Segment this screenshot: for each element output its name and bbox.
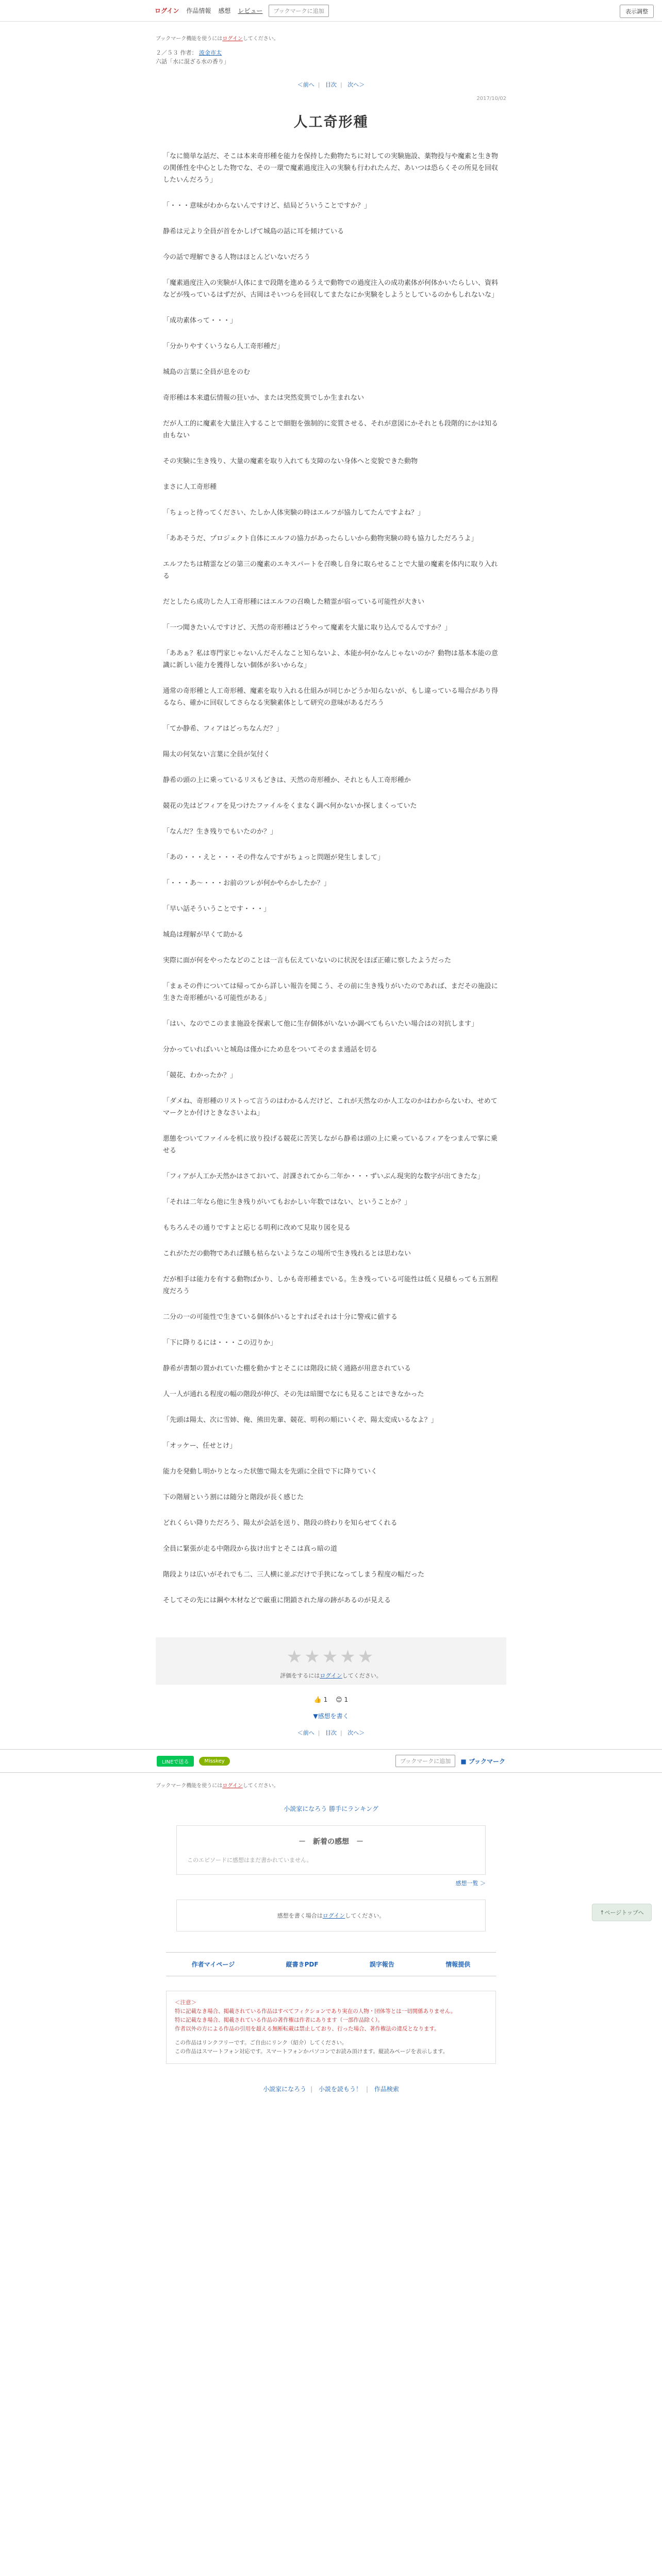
misskey-share-button[interactable]: Misskey (199, 1757, 229, 1766)
share-bar (0, 1749, 662, 1773)
impressions-link[interactable]: 感想 (218, 7, 231, 14)
body-paragraph: 「下に降りるには・・・この辺りか」 (163, 1339, 277, 1347)
body-paragraph: 競花の先はどフィアを見つけたファイルをくまなく調べ何かないか探しまくっていた (163, 802, 417, 810)
top-navigation-bar (0, 0, 662, 22)
vertical-pdf-link[interactable]: 縦書きPDF (286, 1961, 319, 1968)
note-text: してください。 (345, 1912, 385, 1919)
body-paragraph: 「ああそうだ、プロジェクト自体にエルフの協力があったらしいから動物実験の時も協力しただろうよ」 (163, 535, 478, 543)
body-paragraph: 通常の奇形種と人工奇形種、魔素を取り入れる仕組みが同じかどうか知らないが、もし違っている場合があり得るなら、確かに回収してさらなる実験素体として研究の意味があるだろう (163, 687, 499, 707)
ranking-link[interactable]: 小説家になろう 勝手にランキング (284, 1805, 378, 1812)
note-text: してください。 (342, 1672, 382, 1679)
body-paragraph: 下の階層という割には随分と階段が長く感じた (163, 1494, 304, 1501)
write-impression-link[interactable]: ▼感想を書く (313, 1713, 349, 1720)
reactions (156, 1696, 506, 1703)
no-impressions-text: このエピソードに感想はまだ書かれていません。 (187, 1857, 312, 1863)
note-text: してください。 (242, 36, 279, 42)
rating-stars[interactable]: ★★★★★ (286, 1647, 376, 1667)
lower-content (151, 1781, 511, 2104)
rating-login-link[interactable]: ログイン (320, 1672, 342, 1679)
note-text: してください。 (242, 1783, 279, 1789)
bottom-links: 小説家になろう | 小説を読もう！ | 作品検索 (263, 2086, 399, 2093)
page-top-button[interactable]: ↑ページトップへ (592, 1904, 652, 1921)
body-paragraph: 「早い話そういうことです・・・」 (163, 905, 271, 913)
display-settings-button[interactable]: 表示調整 (620, 5, 654, 18)
body-paragraph: 実際に面が何をやったなどのことは一言も伝えていないのに状況をほぼ正確に察したようだった (163, 957, 452, 964)
body-paragraph: 城島の言葉に全員が息をのむ (163, 368, 251, 376)
note-text: 感想を書く場合は (277, 1912, 323, 1919)
notice-box (166, 1991, 496, 2064)
typo-report-link[interactable]: 誤字報告 (369, 1961, 394, 1968)
body-paragraph: 「・・・意味がわからないんですけど、結局どういうことですか？」 (163, 202, 371, 210)
body-paragraph: まさに人工奇形種 (163, 483, 217, 491)
body-paragraph: 静希が書類の置かれていた棚を動かすとそこには階段に続く通路が用意されている (163, 1365, 411, 1372)
notice-title: ＜注意＞ (175, 1999, 196, 2006)
notice-line: 特に記載なき場合、掲載されている作品の著作権は作者にあります（一部作品除く）。 (175, 2017, 384, 2023)
body-paragraph: 静希は元より全員が首をかしげて城島の話に耳を傾けている (163, 228, 344, 235)
body-paragraph: どれくらい降りただろう、陽太が会話を送り、階段の終わりを知らせてくれる (163, 1519, 398, 1527)
note-login-link[interactable]: ログイン (222, 1783, 243, 1789)
body-paragraph: 人一人が通れる程度の幅の階段が伸び、その先は暗闇でなにも見ることはできなかった (163, 1391, 424, 1398)
notice-info-line: この作品はスマートフォン対応です。スマートフォンかパソコンでお読み頂けます。縦読みページを表示します。 (175, 2048, 449, 2055)
post-date: 2017/10/02 (476, 96, 506, 101)
prev-episode-link[interactable]: ＜前へ (297, 81, 315, 88)
episode-pager-bottom: ＜前へ | 目次 | 次へ＞ (297, 1730, 365, 1736)
body-paragraph: 「それは二年なら他に生き残りがいてもおかしい年数ではない、ということか？」 (163, 1198, 411, 1206)
author-label: 作者： (180, 49, 197, 56)
toc-link[interactable]: 目次 (325, 1730, 337, 1736)
footer-links (166, 1952, 496, 1976)
author-mypage-link[interactable]: 作者マイページ (191, 1961, 235, 1968)
body-paragraph: 「・・・あ～・・・お前のツレが何かやらかしたか？」 (163, 879, 330, 887)
body-paragraph: その実験に生き残り、大量の魔素を取り入れても支障のない身体へと変貌できた動物 (163, 457, 418, 465)
notice-line: 作者以外の方による作品の引用を超える無断転載は禁止しており、行った場合、著作権法の違反となります。 (175, 2026, 440, 2032)
body-paragraph: 「はい、なのでこのまま施設を探索して他に生存個体がいないか調べてもらいたい場合はの対抗します」 (163, 1020, 478, 1028)
body-paragraph: 「あの・・・えと・・・その件なんですがちょっと問題が発生しまして」 (163, 854, 385, 861)
login-link[interactable]: ログイン (155, 7, 179, 14)
body-paragraph: だとしたら成功した人工奇形種にはエルフの召喚した精霊が宿っている可能性が大きい (163, 598, 425, 606)
note-text: ブックマーク機能を使うには (156, 36, 223, 42)
body-paragraph: 「オッケー、任せとけ」 (163, 1442, 237, 1450)
body-paragraph: 「ああぁ？私は専門家じゃないんだそんなこと知らないよ、本能か何かなんじゃないのか？動物は基本本能の意識に新しい能力を獲得しない個体が多いからな」 (163, 650, 498, 669)
line-share-button[interactable]: LINEで送る (157, 1756, 194, 1767)
body-paragraph: 二分の一の可能性で生きている個体がいるとすればそれは十分に警戒に値する (163, 1313, 398, 1321)
impression-login-link[interactable]: ログイン (322, 1912, 345, 1919)
impressions-list-link[interactable]: 感想一覧 ＞ (455, 1880, 486, 1887)
body-paragraph: エルフたちは精霊などの第三の魔素のエキスパートを召喚し自身に取らせることで大量の魔素を体内に取り入れる (163, 561, 498, 580)
episode-counter: ２／５３ (156, 49, 178, 56)
body-paragraph: 能力を発動し明かりとなった状態で陽太を先頭に全員で下に降りていく (163, 1468, 378, 1476)
rating-login-note (156, 1671, 506, 1680)
body-paragraph: 「先頭は陽太、次に雪姉、俺、熊田先輩、競花、明利の順にいくぞ、陽太変成いるなよ？」 (163, 1416, 438, 1424)
prev-episode-link[interactable]: ＜前へ (297, 1730, 315, 1736)
bookmark-button[interactable]: ■ ブックマーク (460, 1757, 505, 1765)
toc-link[interactable]: 目次 (325, 81, 337, 88)
body-paragraph: 奇形種は本来遺伝情報の狂いか、または突然変異でしか生まれない (163, 394, 365, 402)
body-paragraph: そしてその先には鋼や木材などで厳重に閉鎖された扉の跡があるのが見える (163, 1597, 391, 1604)
novel-body (156, 150, 506, 1606)
body-paragraph: だが相手は能力を有する動物ばかり、しかも奇形種までいる。生き残っている可能性は低く見積もっても五割程度だろう (163, 1276, 499, 1295)
body-paragraph: 「ダメね、奇形種のリストって言うのはわかるんだけど、これが天然なのか人工なのかはわからないわ、せめてマークとか付けときなさいよね」 (163, 1097, 498, 1117)
body-paragraph: 階段よりは広いがそれでも二、三人横に並ぶだけで手狭になってしまう程度の幅だった (163, 1571, 425, 1579)
author-link[interactable]: 波金市太 (199, 49, 222, 56)
body-paragraph: 分かっていればいいと城島は僅かにため息をついてそのまま通話を切る (163, 1046, 378, 1054)
body-paragraph: だが人工的に魔素を大量注入することで細胞を強制的に変質させる、それが意図にかそれとも段階的にかは知る由もない (163, 420, 499, 439)
body-paragraph: 「なに簡単な話だ、そこは本来奇形種を能力を保持した動物たちに対しての実験施設、薬物投与や魔素と生き物の関係性を中心とした物でな、その一環で魔素過度注入の実験も行われたんだ、あいつは恐らくその所見を回収したいんだろう」 (163, 152, 499, 184)
body-paragraph: これがただの動物であれば餓も枯らないようなこの場所で生き残れるとは思わない (163, 1250, 411, 1258)
notice-info-line: この作品はリンクフリーです。ご自由にリンク（紹介）してください。 (175, 2040, 347, 2046)
body-paragraph: 陽太の何気ない言葉に全員が気付く (163, 751, 271, 758)
latest-impressions-box (176, 1825, 486, 1875)
body-paragraph: 静希の頭の上に乗っているリスもどきは、天然の奇形種か、それとも人工奇形種か (163, 776, 411, 784)
bookmark-login-note (156, 1781, 506, 1789)
body-paragraph: 「一つ聞きたいんですけど、天然の奇形種はどうやって魔素を大量に取り込んでるんですか？」 (163, 624, 452, 632)
bookmark-add-button[interactable]: ブックマークに追加 (395, 1755, 455, 1767)
body-paragraph: 「分かりやすくいうなら人工奇形種だ」 (163, 343, 284, 350)
next-episode-link[interactable]: 次へ＞ (347, 1730, 365, 1736)
main-content (151, 34, 511, 1737)
thumbs-up-reaction[interactable]: 👍 1 (313, 1696, 328, 1703)
impression-login-box (176, 1900, 486, 1931)
smile-reaction[interactable]: 😊 1 (336, 1696, 349, 1703)
body-paragraph: 「成功素体って・・・」 (163, 317, 237, 325)
chapter-name: 六話「水に混ざる水の香り」 (156, 58, 229, 65)
notice-line: 特に記載なき場合、掲載されている作品はすべてフィクションであり実在の人物・団体等とは一切関係ありません。 (175, 2008, 456, 2014)
bookmark-add-button[interactable]: ブックマークに追加 (269, 5, 328, 17)
body-paragraph: 「競花、わかったか？」 (163, 1072, 237, 1079)
bookmark-label: ブックマーク (468, 1757, 505, 1765)
latest-impressions-heading: － 新着の感想 － (299, 1838, 363, 1846)
page-title: 人工奇形種 (293, 114, 369, 130)
next-episode-link[interactable]: 次へ＞ (347, 81, 365, 88)
rating-box (156, 1637, 506, 1685)
episode-pager-top: ＜前へ | 目次 | 次へ＞ (297, 81, 365, 88)
note-text: ブックマーク機能を使うには (156, 1783, 223, 1789)
body-paragraph: 「魔素過度注入の実験が人体にまで段階を進めるうえで動物での過度注入の成功素体が何体かいたらしい、資料などが残っているはずだが、古岡はそいつらを回収してまたなにか実験をしようとしているのかもしれないな」 (163, 279, 499, 299)
yomou-link[interactable]: 小説を読もう！ (318, 2086, 362, 2093)
info-submit-link[interactable]: 情報提供 (445, 1961, 471, 1968)
body-paragraph: 城島は理解が早くて助かる (163, 931, 244, 939)
narou-link[interactable]: 小説家になろう (263, 2086, 307, 2093)
review-link[interactable]: レビュー (238, 7, 263, 14)
body-paragraph: 「フィアが人工か天然かはさておいて、討課されてから二年か・・・ずいぶん現実的な数字が出てきたな」 (163, 1173, 484, 1180)
body-paragraph: 「ちょっと待ってください、たしか人体実験の時はエルフが協力してたんですよね？」 (163, 509, 425, 517)
body-paragraph: 悪態をついてファイルを机に放り投げる競花に苦笑しながら静希は頭の上に乗っているフィアをつまんで掌に乗せる (163, 1135, 498, 1155)
work-info-link[interactable]: 作品情報 (186, 7, 211, 14)
body-paragraph: 「なんだ？生き残りでもいたのか？」 (163, 828, 277, 836)
note-login-link[interactable]: ログイン (222, 36, 243, 42)
note-text: 評価をするには (280, 1672, 320, 1679)
episode-meta (156, 49, 506, 66)
body-paragraph: 今の話で理解できる人物はほとんどいないだろう (163, 253, 311, 261)
search-link[interactable]: 作品検索 (374, 2086, 399, 2093)
body-paragraph: 「まぁその件については帰ってから詳しい報告を聞こう、その前に生き残りがいたのであれば、まだその施設に生きた奇形種がいる可能性がある」 (163, 982, 498, 1002)
bookmark-login-note (156, 34, 506, 42)
body-paragraph: 「てか静希、フィアはどっちなんだ？」 (163, 725, 283, 733)
body-paragraph: もちろんその通りですよと応じる明利に改めて見取り図を見る (163, 1224, 351, 1232)
body-paragraph: 全員に緊張が走る中階段から抜け出すとそこは真っ暗の道 (163, 1545, 338, 1553)
